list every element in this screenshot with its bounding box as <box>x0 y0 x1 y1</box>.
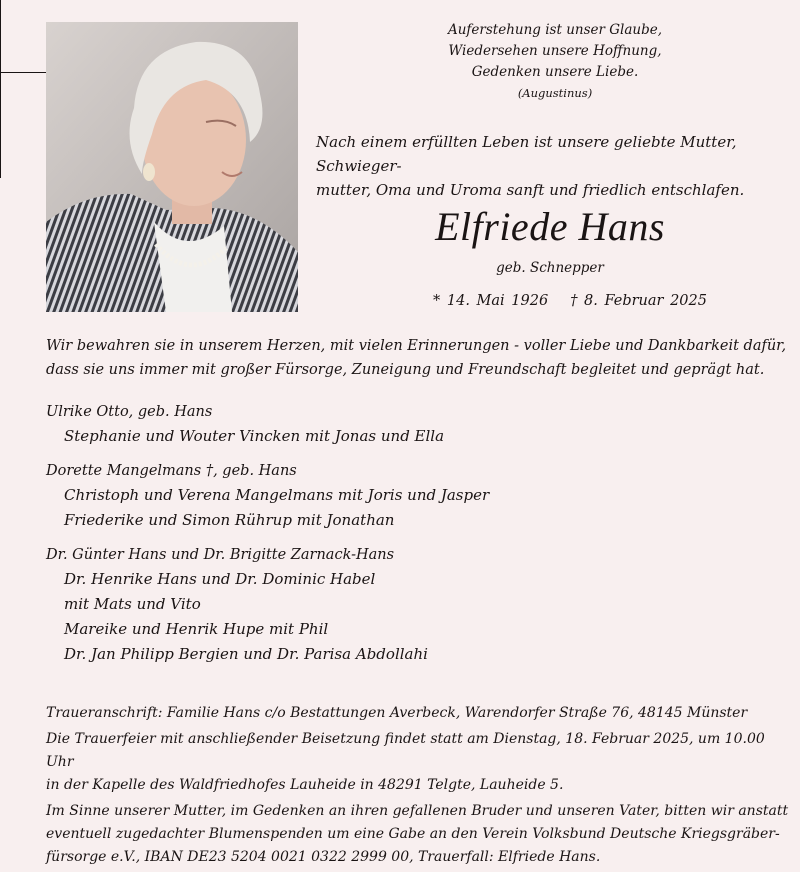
family-member: Friederike und Simon Rührup mit Jonathan <box>64 511 395 529</box>
motto-line: Wiedersehen unsere Hoffnung, <box>448 43 662 59</box>
donation-line: Im Sinne unserer Mutter, im Gedenken an ihren gefallenen Bruder und unseren Vater, bitten wir anstatt <box>46 803 789 819</box>
motto-source: (Augustinus) <box>517 86 593 100</box>
motto-line: Auferstehung ist unser Glaube, <box>447 22 663 38</box>
family-member: Stephanie und Wouter Vincken mit Jonas und Ella <box>64 427 445 445</box>
motto-line: Gedenken unsere Liebe. <box>471 64 639 80</box>
donation-line: fürsorge e.V., IBAN DE23 5204 0021 0322 2999 00, Trauerfall: Elfriede Hans. <box>46 849 601 865</box>
life-dates <box>390 290 750 312</box>
tribute-line: dass sie uns immer mit großer Fürsorge, Zuneigung und Freundschaft begleitet und geprägt hat. <box>46 362 765 378</box>
birth-name: geb. Schnepper <box>496 260 604 276</box>
donation-info <box>46 800 796 869</box>
tribute-line: Wir bewahren sie in unserem Herzen, mit vielen Erinnerungen - voller Liebe und Dankbarkeit dafür, <box>46 338 787 354</box>
intro-line: Nach einem erfüllten Leben ist unsere geliebte Mutter, Schwieger- <box>316 133 737 175</box>
ceremony-line: in der Kapelle des Waldfriedhofes Lauheide in 48291 Telgte, Lauheide 5. <box>46 777 564 793</box>
mourners-list <box>46 400 786 677</box>
deceased-name: Elfriede Hans <box>435 204 665 249</box>
family-member: mit Mats und Vito <box>64 595 201 613</box>
birth-date: * 14. Mai 1926 <box>433 293 549 309</box>
family-member: Mareike und Henrik Hupe mit Phil <box>64 620 329 638</box>
family-head: Dr. Günter Hans und Dr. Brigitte Zarnack-Hans <box>46 547 395 563</box>
ceremony-line: Die Trauerfeier mit anschließender Beisetzung findet statt am Dienstag, 18. Februar 2025, um 10.00 Uhr <box>46 731 765 770</box>
portrait-photo <box>46 22 298 312</box>
crop-mark-horizontal <box>0 72 48 73</box>
intro-text <box>316 130 796 202</box>
footer-info <box>46 702 796 872</box>
motto-verse <box>390 20 720 104</box>
intro-line: mutter, Oma und Uroma sanft und friedlich entschlafen. <box>316 181 745 199</box>
family-group <box>46 459 786 533</box>
family-group <box>46 543 786 667</box>
family-member: Christoph und Verena Mangelmans mit Joris und Jasper <box>64 486 490 504</box>
family-head: Dorette Mangelmans †, geb. Hans <box>46 463 297 479</box>
ceremony-info <box>46 728 796 797</box>
portrait-photo-illustration <box>46 22 298 312</box>
family-group <box>46 400 786 449</box>
death-date: † 8. Februar 2025 <box>570 293 707 309</box>
family-member: Dr. Jan Philipp Bergien und Dr. Parisa Abdollahi <box>64 645 428 663</box>
family-head: Ulrike Otto, geb. Hans <box>46 404 213 420</box>
mourning-address: Traueranschrift: Familie Hans c/o Bestattungen Averbeck, Warendorfer Straße 76, 48145 Münster <box>46 705 748 721</box>
family-member: Dr. Henrike Hans und Dr. Dominic Habel <box>64 570 376 588</box>
crop-mark-vertical <box>0 0 1 178</box>
donation-line: eventuell zugedachter Blumenspenden um eine Gabe an den Verein Volksbund Deutsche Kriegsgräber- <box>46 826 780 842</box>
tribute-text <box>46 334 796 382</box>
